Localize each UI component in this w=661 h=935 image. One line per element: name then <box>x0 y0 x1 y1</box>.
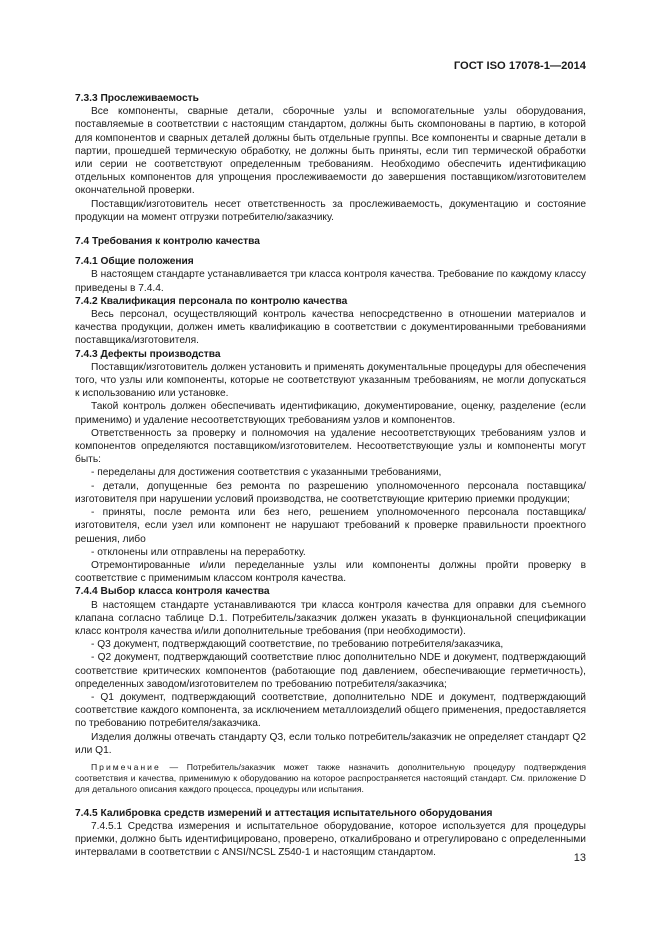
list-item: - отклонены или отправлены на переработку. <box>91 546 306 558</box>
section-heading: 7.4.2 Квалификация персонала по контролю качества <box>75 295 348 307</box>
list-item: - приняты, после ремонта или без него, решением уполномоченного персонала поставщика/изготовителя, если узел или компонент не нарушают требований к проверке правильности проектного решения, либо <box>75 507 586 545</box>
paragraph: Все компоненты, сварные детали, сборочные узлы и вспомогательные узлы оборудования, поставляемые в соответствии с настоящим стандартом, должны быть скомпонованы в партию, в которой для компонентов и сварных деталей должны быть отдельные группы. Все компоненты и сварные детали в партии, прошедшей термическую обработку, не должны быть приняты, если тип термической обработки или серии не соответствуют определенным требованиям. Необходимо обеспечить идентификацию отдельных компонентов для упрощения прослеживаемости до завершения поставщиком/изготовителем окончательной проверки. <box>75 106 586 197</box>
section-heading: 7.4.4 Выбор класса контроля качества <box>75 586 270 598</box>
section-heading: 7.4.1 Общие положения <box>75 256 194 268</box>
paragraph: Изделия должны отвечать стандарту Q3, если только потребитель/заказчик не определяет стандарт Q2 или Q1. <box>75 731 586 756</box>
section-heading: 7.4.5 Калибровка средств измерений и аттестация испытательного оборудования <box>75 807 493 819</box>
paragraph: В настоящем стандарте устанавливаются три класса контроля качества для оправки для съемного клапана согласно таблице D.1. Потребитель/заказчик должен указать в функциональной спецификации класс контроля качества и/или дополнительные требования (при необходимости). <box>75 599 586 637</box>
note-label: Примечание <box>91 761 161 772</box>
note <box>75 762 586 796</box>
paragraph: Поставщик/изготовитель несет ответственность за прослеживаемость, документацию и состояние продукции на момент отгрузки потребителю/заказчику. <box>75 198 586 223</box>
paragraph: Поставщик/изготовитель должен установить и применять документальные процедуры для обеспечения того, что узлы или компоненты, которые не соответствуют указанным требованиям, не могли допускаться к использованию или установке. <box>75 361 586 400</box>
list-item: - детали, допущенные без ремонта по разрешению уполномоченного персонала поставщика/изготовителя при нарушении условий производства, не соответствующие критерию приемки продукции; <box>75 480 586 505</box>
paragraph: Весь персонал, осуществляющий контроль качества непосредственно в отношении материалов и качества продукции, должен иметь квалификацию в соответствии с документированными требованиями поставщика/изготовителя. <box>75 309 586 347</box>
list-item: - Q1 документ, подтверждающий соответствие, дополнительно NDE и документ, подтверждающий соответствие каждого компонента, за исключением металлоизделий общего применения, предоставляется по требованию потребителя/заказчика. <box>75 691 586 730</box>
page-body <box>75 92 586 859</box>
page-number: 13 <box>573 852 586 864</box>
list-item: - Q2 документ, подтверждающий соответствие плюс дополнительно NDE и документ, подтверждающий соответствие критических компонентов (работающие под давлением, обеспечивающие герметичность), определенных заводом/изготовителем по требованию потребителя/заказчика; <box>75 652 586 690</box>
list-item: - переделаны для достижения соответствия с указанными требованиями, <box>91 467 442 479</box>
paragraph: Отремонтированные и/или переделанные узлы или компоненты должны пройти проверку в соответствие с применимым классом контроля качества. <box>75 559 586 585</box>
section-heading: 7.4 Требования к контролю качества <box>75 236 260 248</box>
paragraph: Такой контроль должен обеспечивать идентификацию, документирование, оценку, разделение (если применимо) и удаление несоответствующих требованиям узлов и компонентов. <box>75 401 586 426</box>
section-heading: 7.3.3 Прослеживаемость <box>75 93 199 104</box>
paragraph: Ответственность за проверку и полномочия на удаление несоответствующих требованиям узлов и компонентов определяются поставщиком/изготовителем. Несоответствующие узлы и компоненты могут быть: <box>75 427 586 466</box>
list-item: - Q3 документ, подтверждающий соответствие, по требованию потребителя/заказчика, <box>91 639 504 651</box>
section-heading: 7.4.3 Дефекты производства <box>75 348 221 360</box>
paragraph: В настоящем стандарте устанавливается три класса контроля качества. Требование по каждому классу приведены в 7.4.4. <box>75 269 586 294</box>
note-text: — Потребитель/заказчик может также назначить дополнительную процедуру подтверждения соответствия и качества, применимую к оборудованию на которое распространяется настоящий стандарт. См. приложение D для детального описания каждого процесса, процедуры или испытания. <box>75 761 586 795</box>
paragraph: 7.4.5.1 Средства измерения и испытательное оборудование, которое используется для процедуры приемки, должно быть идентифицировано, проверено, откалибровано и отрегулировано с определенными интервалами в соответствии с ANSI/NCSL Z540-1 и настоящим стандартом. <box>75 820 586 859</box>
document-header: ГОСТ ISO 17078-1—2014 <box>453 60 586 72</box>
